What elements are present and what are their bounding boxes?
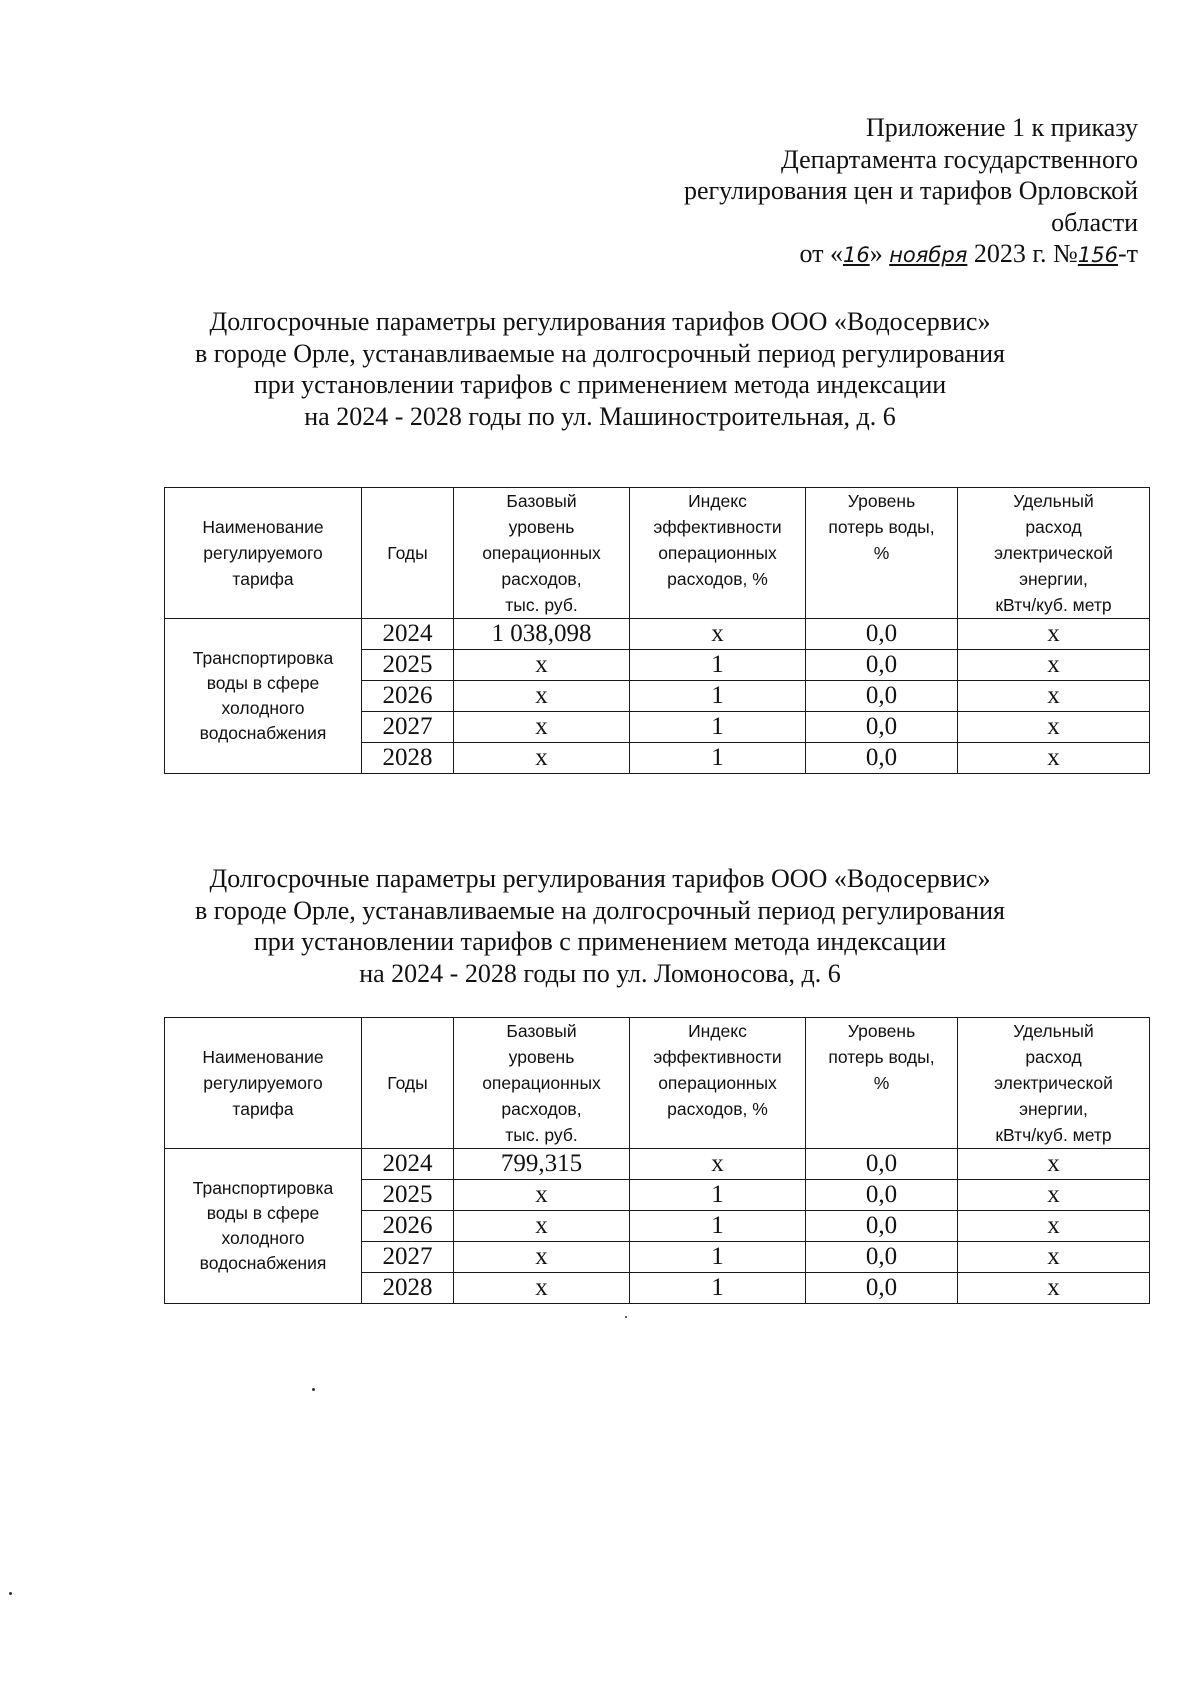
loss-cell: 0,0 [806,619,958,650]
header-efficiency-index: Индекс эффективности операционных расходов, % [630,1018,806,1149]
table-header-row [165,1018,1150,1149]
title-line: Долгосрочные параметры регулирования тарифов ООО «Водосервис» [209,864,991,893]
year-cell: 2026 [362,1211,454,1242]
table-row [165,1149,1150,1180]
date-year: 2023 г. № [967,239,1078,268]
order-suffix: -т [1117,239,1138,268]
date-day: 16 [842,243,870,267]
year-cell: 2025 [362,1180,454,1211]
index-cell: 1 [630,1273,806,1304]
base-cell: 799,315 [454,1149,630,1180]
order-number: 156 [1077,243,1118,267]
base-cell: х [454,1180,630,1211]
electric-cell: х [958,712,1150,743]
loss-cell: 0,0 [806,1273,958,1304]
header-electricity: Удельный расход электрической энергии, кВтч/куб. метр [958,488,1150,619]
date-mid: » [869,239,890,268]
loss-cell: 0,0 [806,681,958,712]
loss-cell: 0,0 [806,743,958,774]
index-cell: х [630,619,806,650]
index-cell: 1 [630,1180,806,1211]
title-line: на 2024 - 2028 годы по ул. Ломоносова, д. 6 [359,958,841,988]
header-years: Годы [362,1018,454,1149]
title-line: Долгосрочные параметры регулирования тарифов ООО «Водосервис» [209,307,991,336]
year-cell: 2025 [362,650,454,681]
title-line: при установлении тарифов с применением метода индексации [253,370,947,399]
header-base-level: Базовый уровень операционных расходов, тыс. руб. [454,1018,630,1149]
parameters-table [164,1017,1150,1304]
header-base-level: Базовый уровень операционных расходов, тыс. руб. [454,488,630,619]
appendix-line: области [1051,207,1138,237]
header-years: Годы [362,488,454,619]
scan-speck [625,1316,627,1318]
header-efficiency-index: Индекс эффективности операционных расходов, % [630,488,806,619]
appendix-line: Департамента государственного [781,144,1138,174]
base-cell: х [454,650,630,681]
year-cell: 2028 [362,743,454,774]
electric-cell: х [958,1242,1150,1273]
electric-cell: х [958,743,1150,774]
year-cell: 2024 [362,619,454,650]
loss-cell: 0,0 [806,712,958,743]
title-line: в городе Орле, устанавливаемые на долгосрочный период регулирования [194,895,1006,925]
electric-cell: х [958,1211,1150,1242]
loss-cell: 0,0 [806,1149,958,1180]
base-cell: 1 038,098 [454,619,630,650]
order-date-line [684,238,1138,272]
loss-cell: 0,0 [806,1211,958,1242]
table-row [165,619,1150,650]
base-cell: х [454,1242,630,1273]
appendix-line: регулирования цен и тарифов Орловской [683,176,1138,205]
electric-cell: х [958,1273,1150,1304]
appendix-header [684,112,1138,272]
loss-cell: 0,0 [806,1180,958,1211]
index-cell: 1 [630,1211,806,1242]
year-cell: 2024 [362,1149,454,1180]
date-prefix: от « [799,239,843,268]
tariff-name-cell: Транспортировка воды в сфере холодного водоснабжения [165,1149,362,1304]
loss-cell: 0,0 [806,650,958,681]
year-cell: 2027 [362,1242,454,1273]
date-month: ноября [889,243,968,267]
electric-cell: х [958,1149,1150,1180]
scan-speck [9,1592,12,1595]
header-water-loss: Уровень потерь воды, % [806,488,958,619]
year-cell: 2028 [362,1273,454,1304]
year-cell: 2027 [362,712,454,743]
base-cell: х [454,681,630,712]
title-line: в городе Орле, устанавливаемые на долгосрочный период регулирования [194,338,1006,368]
base-cell: х [454,743,630,774]
header-tariff-name: Наименование регулируемого тарифа [165,1018,362,1149]
index-cell: 1 [630,712,806,743]
index-cell: 1 [630,1242,806,1273]
year-cell: 2026 [362,681,454,712]
appendix-line: Приложение 1 к приказу [865,113,1138,142]
index-cell: х [630,1149,806,1180]
header-electricity: Удельный расход электрической энергии, кВтч/куб. метр [958,1018,1150,1149]
index-cell: 1 [630,743,806,774]
tariff-name-cell: Транспортировка воды в сфере холодного водоснабжения [165,619,362,774]
parameters-table [164,487,1150,774]
table-header-row [165,488,1150,619]
base-cell: х [454,1273,630,1304]
electric-cell: х [958,650,1150,681]
electric-cell: х [958,1180,1150,1211]
electric-cell: х [958,619,1150,650]
title-line: на 2024 - 2028 годы по ул. Машиностроительная, д. 6 [304,401,896,431]
base-cell: х [454,712,630,743]
index-cell: 1 [630,681,806,712]
electric-cell: х [958,681,1150,712]
section-title [160,863,1040,989]
loss-cell: 0,0 [806,1242,958,1273]
base-cell: х [454,1211,630,1242]
title-line: при установлении тарифов с применением метода индексации [253,927,947,956]
scan-speck [312,1388,315,1391]
header-tariff-name: Наименование регулируемого тарифа [165,488,362,619]
section-title [160,306,1040,432]
header-water-loss: Уровень потерь воды, % [806,1018,958,1149]
index-cell: 1 [630,650,806,681]
